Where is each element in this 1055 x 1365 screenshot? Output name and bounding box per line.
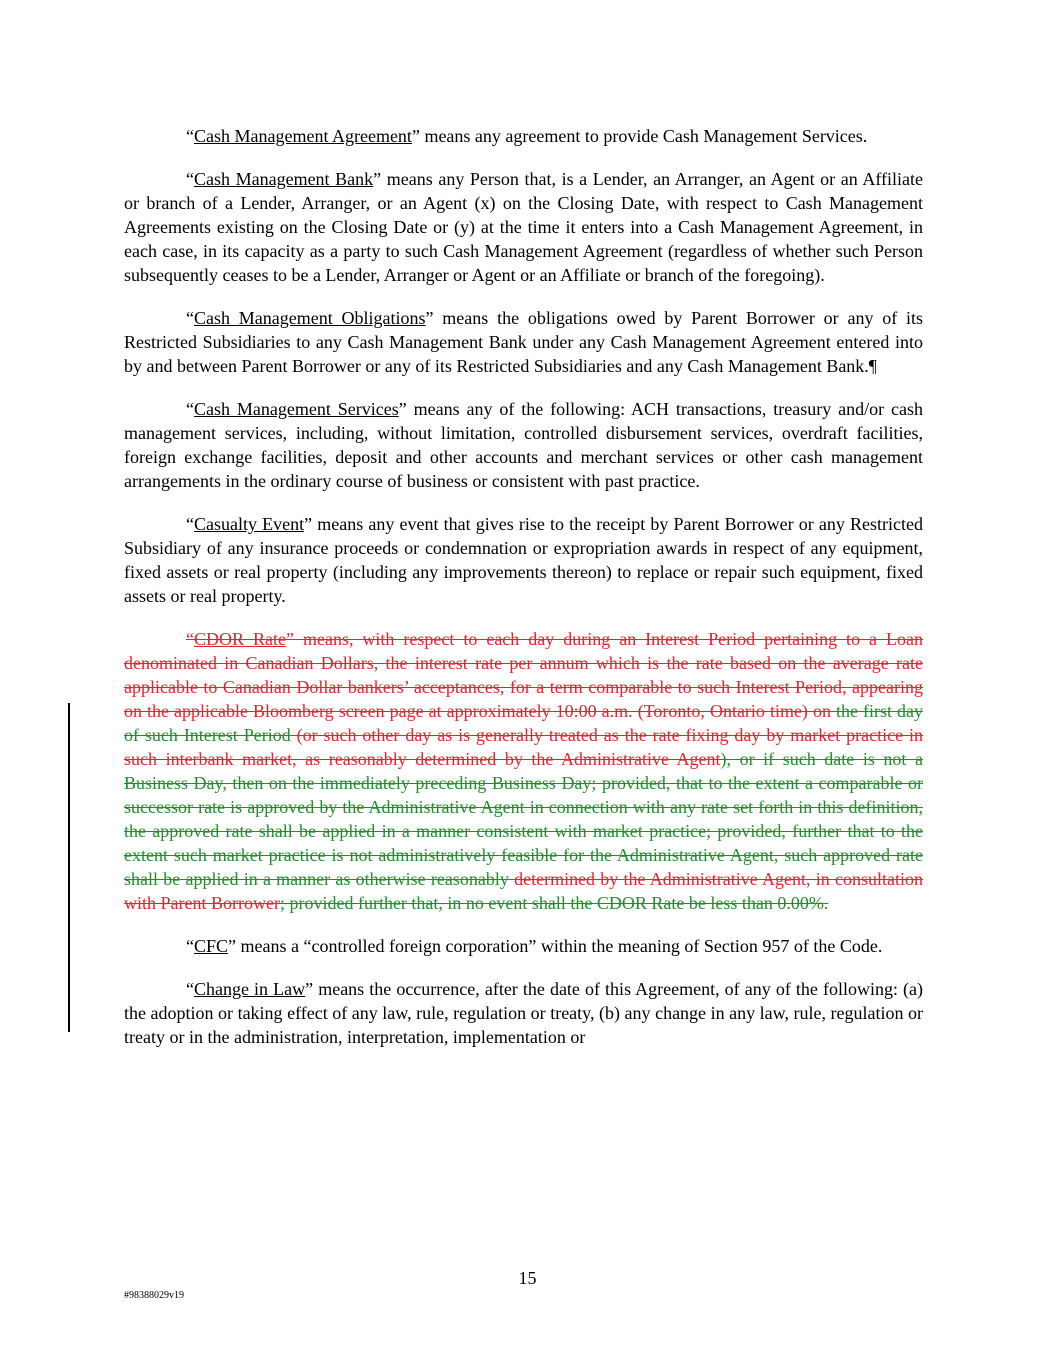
defined-term: Change in Law [194, 979, 306, 999]
definition-text: means any of the following: ACH transactions, treasury and/or cash management services, including, without limitation, controlled disbursement services, overdraft facilities, foreign exchange facilities, deposit and other accounts and merchant services or other cash management arrangements in the ordinary course of business or consistent with past practice. [124, 399, 923, 491]
definition-cash-management-bank: “Cash Management Bank” means any Person that, is a Lender, an Arranger, an Agent or an Affiliate or branch of a Lender, Arranger, or an Agent (x) on the Closing Date, with respect to Cash Management Agreements existing on the Closing Date or (y) at the time it enters into a Cash Management Agreement, in each case, in its capacity as a party to such Cash Management Agreement (regardless of whether such Person subsequently ceases to be a Lender, Arranger or Agent or an Affiliate or branch of the foregoing). [124, 169, 924, 285]
deleted-text-part5: determined by the Administrative Agent, in consultation with Parent Borrower [124, 869, 923, 913]
revision-change-bar [68, 703, 70, 1032]
defined-term: Cash Management Agreement [194, 126, 412, 146]
moved-text-part4: ), or if such date is not a Business Day, then on the immediately preceding Business Day; provided, that to the extent a comparable or successor rate is approved by the Administrative Agent in connection with any rate set forth in this definition, the approved rate shall be applied in a manner consistent with market practice; provided, further that to the extent such market practice is not administratively feasible for the Administrative Agent, such approved rate shall be applied in a manner as otherwise reasonably [124, 749, 923, 889]
moved-text-part2: the first day of such Interest Period [124, 701, 923, 745]
definition-text: means any event that gives rise to the receipt by Parent Borrower or any Restricted Subsidiary of any insurance proceeds or condemnation or expropriation awards in respect of any equipment, fixed assets or real property (including any improvements thereon) to replace or repair such equipment, fixed assets or real property. [124, 514, 923, 606]
deleted-text: “CDOR Rate” means, with respect to each day during an Interest Period pertaining to a Loan denominated in Canadian Dollars, the interest rate per annum which is the rate based on the average rate applicable to Canadian Dollar bankers’ acceptances, for a term comparable to such Interest Period, appearing on the applicable Bloomberg screen page at approximately 10:00 a.m. (Toronto, Ontario time) on [124, 629, 923, 721]
defined-term: CDOR Rate [194, 629, 286, 649]
page-number: 15 [518, 1268, 537, 1288]
definition-cash-management-agreement: “Cash Management Agreement” means any agreement to provide Cash Management Services. [186, 126, 868, 146]
deleted-text-part3: (or such other day as is generally treated as the rate fixing day by market practice in such interbank market, as reasonably determined by the Administrative Agent [124, 725, 923, 769]
defined-term: Cash Management Obligations [194, 308, 426, 328]
definition-change-in-law: “Change in Law” means the occurrence, after the date of this Agreement, of any of the following: (a) the adoption or taking effect of any law, rule, regulation or treaty, (b) any change in any law, rule, regulation or treaty or in the administration, interpretation, implementation or [124, 979, 924, 1047]
definition-casualty-event: “Casualty Event” means any event that gives rise to the receipt by Parent Borrower or any Restricted Subsidiary of any insurance proceeds or condemnation or expropriation awards in respect of any equipment, fixed assets or real property (including any improvements thereon) to replace or repair such equipment, fixed assets or real property. [124, 514, 923, 606]
defined-term: Cash Management Services [194, 399, 399, 419]
definition-cash-management-obligations: “Cash Management Obligations” means the obligations owed by Parent Borrower or any of its Restricted Subsidiaries to any Cash Management Bank under any Cash Management Agreement entered into by and between Parent Borrower or any of its Restricted Subsidiaries and any Cash Management Bank.¶ [124, 308, 924, 376]
defined-term: CFC [194, 936, 229, 956]
defined-term: Casualty Event [194, 514, 305, 534]
definition-text: means the occurrence, after the date of this Agreement, of any of the following: (a) the adoption or taking effect of any law, rule, regulation or treaty, (b) any change in any law, rule, regulation or treaty or in the administration, interpretation, implementation or [124, 979, 924, 1047]
defined-term: Cash Management Bank [194, 169, 374, 189]
document-body [124, 124, 923, 1068]
definition-cash-management-services: “Cash Management Services” means any of the following: ACH transactions, treasury and/or cash management services, including, without limitation, controlled disbursement services, overdraft facilities, foreign exchange facilities, deposit and other accounts and merchant services or other cash management arrangements in the ordinary course of business or consistent with past practice. [124, 399, 923, 491]
definition-text: means the obligations owed by Parent Borrower or any of its Restricted Subsidiaries to any Cash Management Bank under any Cash Management Agreement entered into by and between Parent Borrower or any of its Restricted Subsidiaries and any Cash Management Bank.¶ [124, 308, 924, 376]
moved-text-part6: ; provided further that, in no event shall the CDOR Rate be less than 0.00%. [279, 893, 829, 913]
document-id: #98388029v19 [124, 1290, 184, 1301]
definition-cfc: “CFC” means a “controlled foreign corporation” within the meaning of Section 957 of the Code. [186, 936, 883, 956]
definition-text: means any Person that, is a Lender, an Arranger, an Agent or an Affiliate or branch of a Lender, Arranger, or an Agent (x) on the Closing Date, with respect to Cash Management Agreements existing on the Closing Date or (y) at the time it enters into a Cash Management Agreement, in each case, in its capacity as a party to such Cash Management Agreement (regardless of whether such Person subsequently ceases to be a Lender, Arranger or Agent or an Affiliate or branch of the foregoing). [124, 169, 924, 285]
deleted-text-part1: means, with respect to each day during an Interest Period pertaining to a Loan denominated in Canadian Dollars, the interest rate per annum which is the rate based on the average rate applicable to Canadian Dollar bankers’ acceptances, for a term comparable to such Interest Period, appearing on the applicable Bloomberg screen page at approximately 10:00 a.m. (Toronto, Ontario time) on [124, 629, 923, 721]
definition-text: means a “controlled foreign corporation” within the meaning of Section 957 of the Code. [236, 936, 883, 956]
definition-text: means any agreement to provide Cash Management Services. [419, 126, 868, 146]
definition-cdor-rate-deleted [124, 627, 923, 915]
